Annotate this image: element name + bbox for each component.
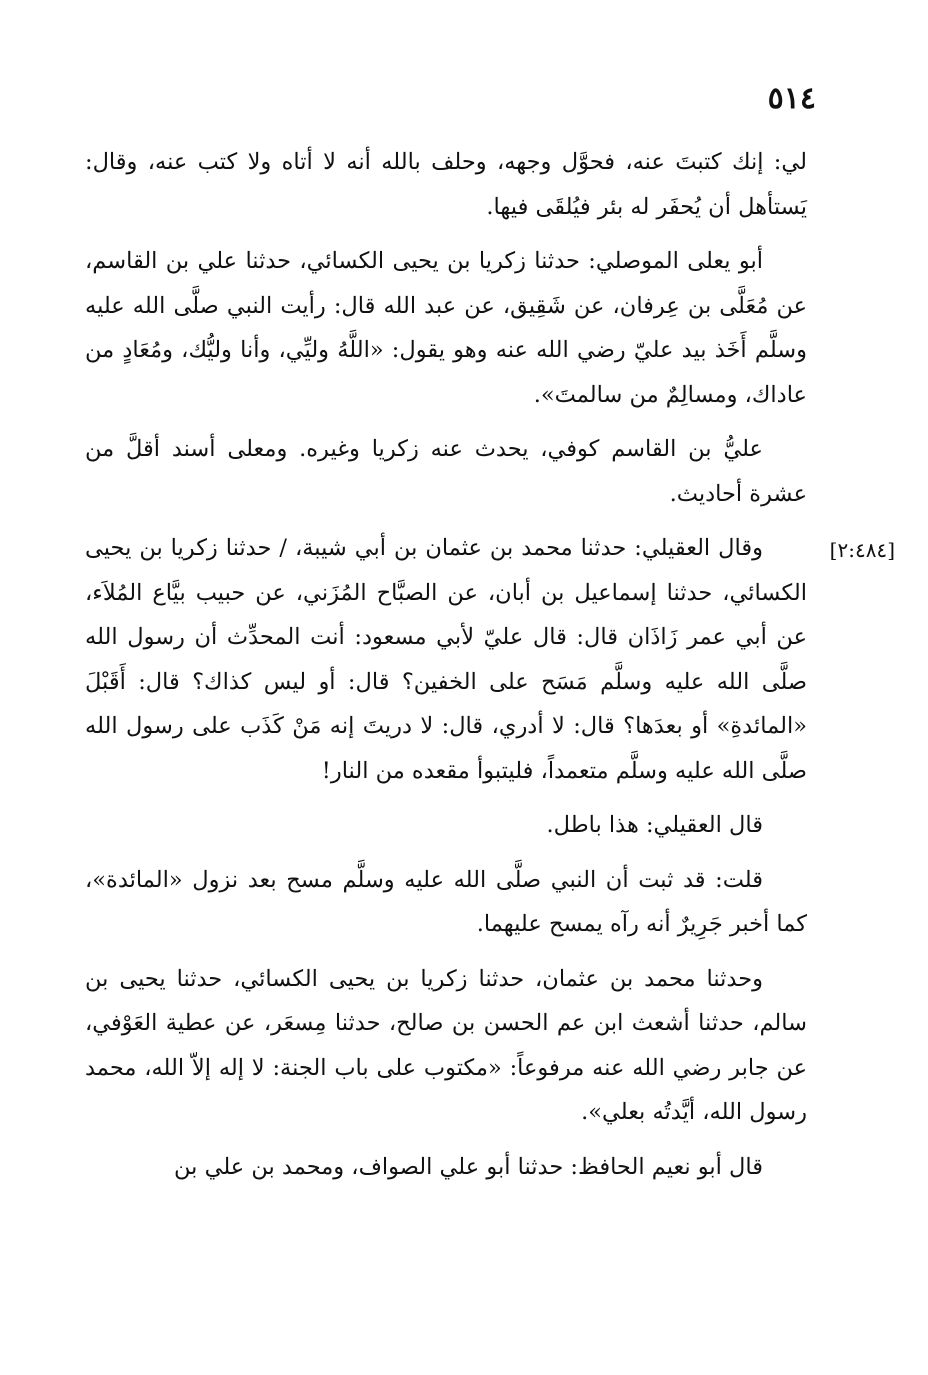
paragraph-7: وحدثنا محمد بن عثمان، حدثنا زكريا بن يحيى الكسائي، حدثنا يحيى بن سالم، حدثنا أشعث ابن عم الحسن بن صالح، حدثنا مِسعَر، عن عطية العَوْفي، عن جابر رضي الله عنه مرفوعاً: «مكتوب على باب الجنة: لا إله إلاّ الله، محمد رسول الله، أيَّدتُه بعلي». — [85, 965, 807, 1125]
paragraph-4-wrapper — [85, 526, 895, 793]
paragraph-8: قال أبو نعيم الحافظ: حدثنا أبو علي الصواف، ومحمد بن علي بن — [174, 1153, 763, 1180]
paragraph-3: عليُّ بن القاسم كوفي، يحدث عنه زكريا وغيره. ومعلى أسند أقلَّ من عشرة أحاديث. — [85, 436, 807, 507]
main-text — [85, 140, 895, 1199]
paragraph-4: وقال العقيلي: حدثنا محمد بن عثمان بن أبي شيبة، / حدثنا زكريا بن يحيى الكسائي، حدثنا إسماعيل بن أبان، عن الصبَّاح المُزَني، عن حبيب بيَّاع المُلاَء، عن أبي عمر زَاذَان قال: قال عليّ لأبي مسعود: أنت المحدِّث أن رسول الله صلَّى الله عليه وسلَّم مَسَح على الخفين؟ قال: أو ليس كذاك؟ قال: أَقَبْلَ «المائدةِ» أو بعدَها؟ قال: لا أدري، قال: لا دريتَ إنه مَنْ كَذَب على رسول الله صلَّى الله عليه وسلَّم متعمداً، فليتبوأ مقعده من النار! — [85, 535, 807, 784]
paragraph-2: أبو يعلى الموصلي: حدثنا زكريا بن يحيى الكسائي، حدثنا علي بن القاسم، عن مُعَلَّى بن عِرفان، عن شَقِيق، عن عبد الله قال: رأيت النبي صلَّى الله عليه وسلَّم أَخَذ بيد عليّ رضي الله عنه وهو يقول: «اللَّهُ وليِّي، وأنا وليُّك، ومُعَادٍ من عاداك، ومسالِمٌ من سالمتَ». — [85, 248, 807, 408]
paragraph-6: قلت: قد ثبت أن النبي صلَّى الله عليه وسلَّم مسح بعد نزول «المائدة»، كما أخبر جَرِيرٌ أنه رآه يمسح عليهما. — [85, 866, 807, 937]
page-number: ٥١٤ — [767, 81, 816, 116]
paragraph-5: قال العقيلي: هذا باطل. — [546, 812, 763, 838]
margin-reference: [٢:٤٨٤] — [829, 538, 895, 562]
paragraph-1: لي: إنك كتبتَ عنه، فحوَّل وجهه، وحلف بالله أنه لا أتاه ولا كتب عنه، وقال: يَستأهل أن يُحفَر له بئر فيُلقَى فيها. — [85, 149, 807, 220]
